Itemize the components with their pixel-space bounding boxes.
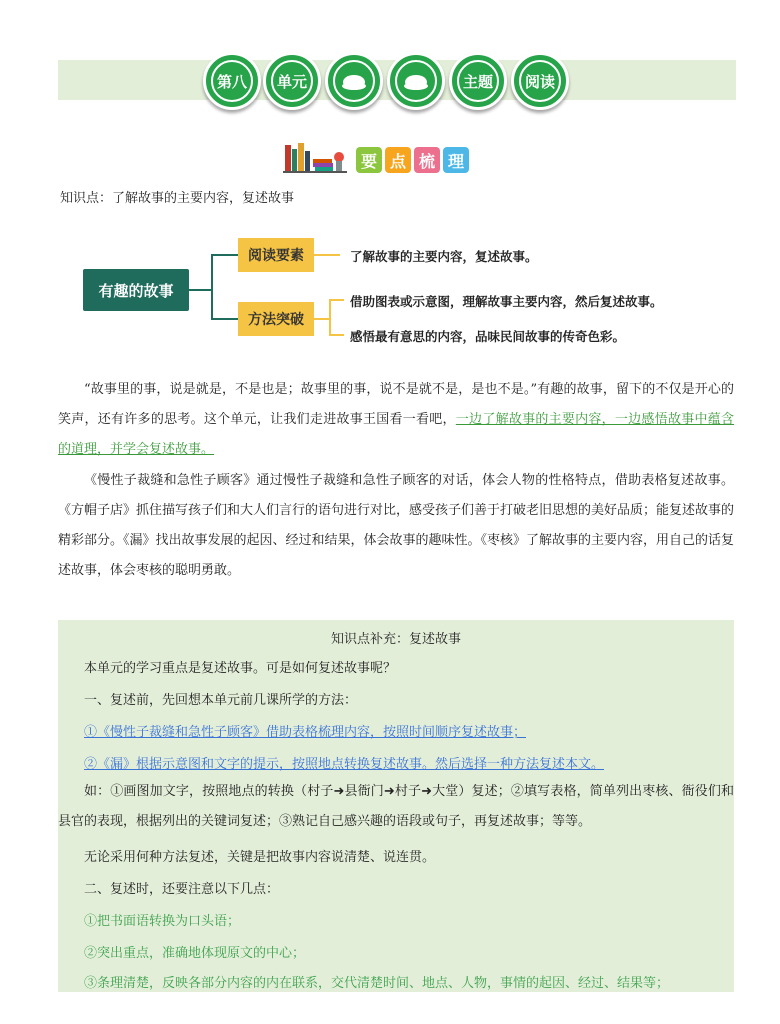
lessons-paragraph: 《慢性子裁缝和急性子顾客》通过慢性子裁缝和急性子顾客的对话，体会人物的性格特点，借助表格复述故事。《方帽子店》抓住描写孩子们和大人们言行的语句进行对比，感受孩子们善于打破老旧思想的美好品质；能复述故事的精彩部分。《漏》找出故事发展的起因、经过和结果，体会故事的趣味性。《枣核》了解故事的主要内容，用自己的话复述故事，体会枣核的聪明勇敢。 [58, 473, 735, 578]
mind-map [0, 225, 780, 355]
supplement-example: 如：①画图加文字，按照地点的转换（村子➜县衙门➜村子➜大堂）复述；②填写表格，简单列出枣核、衙役们和县官的表现，根据列出的关键词复述；③熟记自己感兴趣的语段或句子，再复述故事；等等。 [58, 784, 734, 829]
header-bubble-reading: 阅读 [511, 52, 569, 110]
header-bubble-unit-number: 第八 [203, 52, 261, 110]
supplement-method1: ①《慢性子裁缝和急性子顾客》借助表格梳理内容，按照时间顺序复述故事； [84, 725, 527, 740]
intro-highlight: 一边了解故事的主要内容，一边感悟故事中蕴含的道理，并学会复述故事。 [58, 412, 734, 457]
supplement-step1: 一、复述前，先回想本单元前几课所学的方法： [84, 693, 358, 708]
supplement-tip-1: ①把书面语转换为口头语； [84, 914, 241, 929]
cloud-icon [403, 72, 429, 90]
supplement-method2: ②《漏》根据示意图和文字的提示，按照地点转换复述故事。然后选择一种方法复述本文。 [84, 757, 605, 772]
supplement-box [58, 620, 734, 992]
section-title [283, 135, 469, 173]
mind-map-node-reading: 阅读要素 [238, 238, 314, 272]
title-char-4: 理 [443, 147, 469, 173]
supplement-key: 无论采用何种方法复述，关键是把故事内容说清楚、说连贯。 [84, 850, 436, 865]
supplement-title: 知识点补充：复述故事 [330, 632, 461, 647]
books-icon [283, 139, 349, 173]
title-char-3: 梳 [414, 147, 440, 173]
knowledge-point: 知识点：了解故事的主要内容，复述故事 [60, 191, 295, 206]
intro-text: “故事里的事，说是就是，不是也是；故事里的事，说不是就不是，是也不是。”有趣的故事，留下的不仅是开心的笑声，还有许多的思考。这个单元，让我们走进故事王国看一看吧， [58, 382, 734, 427]
mind-map-node-method: 方法突破 [238, 302, 314, 336]
header-bubble-deco-2 [387, 52, 445, 110]
title-char-1: 要 [356, 147, 382, 173]
title-char-2: 点 [385, 147, 411, 173]
supplement-intro: 本单元的学习重点是复述故事。可是如何复述故事呢？ [84, 661, 397, 676]
supplement-tip-2: ②突出重点，准确地体现原文的中心； [84, 946, 306, 961]
header-bubble-unit: 单元 [263, 52, 321, 110]
cloud-icon [341, 72, 367, 90]
header-bubble-theme: 主题 [449, 52, 507, 110]
intro-paragraph [58, 375, 734, 465]
supplement-step2: 二、复述时，还要注意以下几点： [84, 882, 280, 897]
mind-map-leaf: 借助图表或示意图，理解故事主要内容，然后复述故事。 [350, 294, 663, 309]
supplement-tip-3: ③条理清楚，反映各部分内容的内在联系，交代清楚时间、地点、人物，事情的起因、经过、结果等； [84, 976, 670, 991]
mind-map-leaf: 感悟最有意思的内容，品味民间故事的传奇色彩。 [350, 329, 626, 344]
mind-map-leaf: 了解故事的主要内容，复述故事。 [350, 249, 538, 264]
mind-map-root: 有趣的故事 [83, 269, 189, 311]
header-bubble-deco-1 [325, 52, 383, 110]
